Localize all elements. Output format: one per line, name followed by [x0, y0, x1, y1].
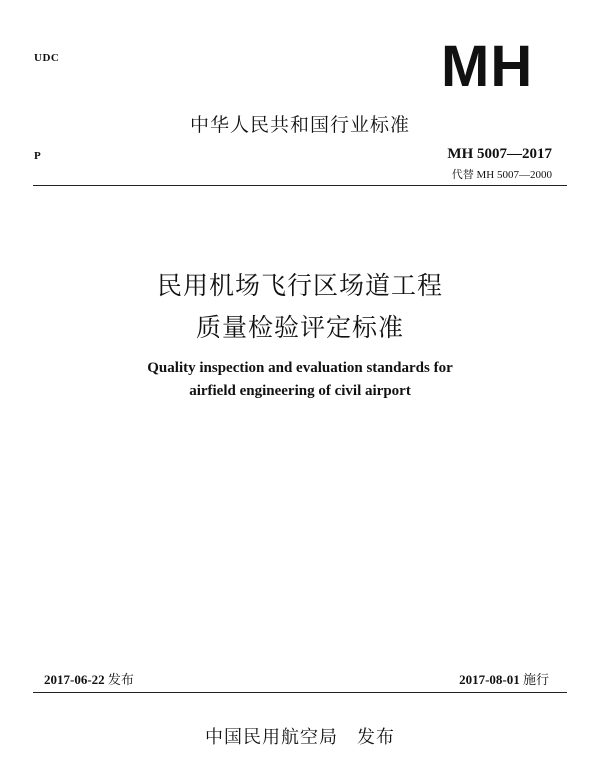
header-divider [33, 185, 567, 186]
publisher: 中国民用航空局 发布 [205, 727, 395, 748]
implementation-date: 2017-08-01 [459, 672, 520, 687]
issue-word: 发布 [107, 673, 134, 688]
classification-code: P [34, 150, 41, 162]
issue-date-block [44, 669, 134, 688]
issue-date: 2017-06-22 [44, 672, 105, 687]
udc-label: UDC [34, 52, 60, 64]
title-english-line-1: Quality inspection and evaluation standards for [147, 360, 453, 376]
replaces-standard: 代替 MH 5007—2000 [451, 169, 552, 181]
mh-logo: MH [441, 34, 534, 99]
implementation-word: 施行 [522, 673, 549, 688]
title-chinese-line-1: 民用机场飞行区场道工程 [156, 271, 443, 300]
implementation-date-block [459, 669, 549, 688]
footer-divider [33, 692, 567, 693]
title-chinese-line-2: 质量检验评定标准 [195, 313, 404, 342]
title-english-line-2: airfield engineering of civil airport [189, 383, 411, 399]
standard-number: MH 5007—2017 [447, 146, 552, 162]
standard-category: 中华人民共和国行业标准 [189, 114, 410, 136]
